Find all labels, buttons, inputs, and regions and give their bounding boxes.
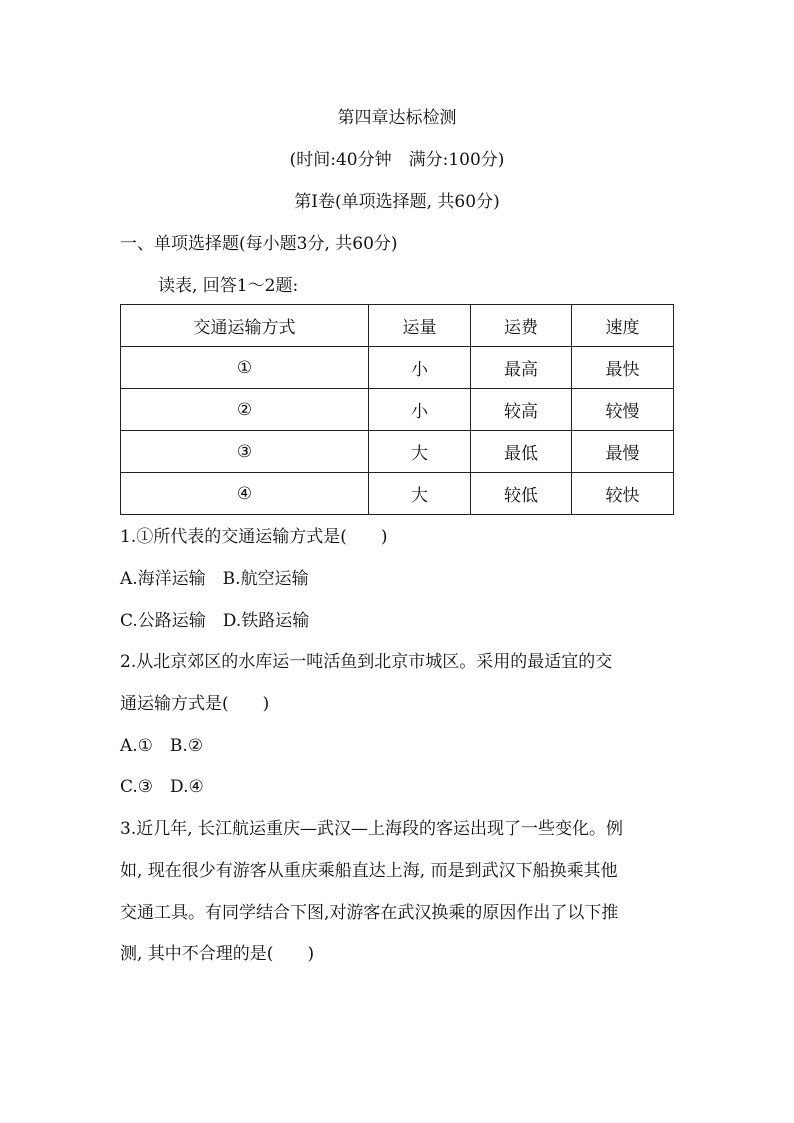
table-row xyxy=(121,473,674,515)
question-3-stem: 如, 现在很少有游客从重庆乘船直达上海, 而是到武汉下船换乘其他 xyxy=(120,861,618,881)
exam-info: (时间:40分钟 满分:100分) xyxy=(289,150,505,170)
question-3-stem: 3.近几年, 长江航运重庆—武汉—上海段的客运出现了一些变化。例 xyxy=(120,819,624,839)
table-cell: 较快 xyxy=(572,473,674,515)
question-1-options: A.海洋运输 B.航空运输 xyxy=(120,569,309,589)
question-2-stem: 通运输方式是( ) xyxy=(120,694,270,714)
question-3-stem: 交通工具。有同学结合下图,对游客在武汉换乘的原因作出了以下推 xyxy=(120,903,619,923)
table-cell: ① xyxy=(121,347,369,389)
table-cell: 较低 xyxy=(471,473,572,515)
header-cell: 运费 xyxy=(471,305,572,347)
table-cell: ④ xyxy=(121,473,369,515)
header-cell: 交通运输方式 xyxy=(121,305,369,347)
section-heading: 一、单项选择题(每小题3分, 共60分) xyxy=(120,234,398,254)
table-cell: 较慢 xyxy=(572,389,674,431)
table-cell: ② xyxy=(121,389,369,431)
table-cell: 最慢 xyxy=(572,431,674,473)
question-2-options: A.① B.② xyxy=(120,736,204,756)
table-cell: 小 xyxy=(369,347,471,389)
table-cell: 最快 xyxy=(572,347,674,389)
header-cell: 运量 xyxy=(369,305,471,347)
question-1-stem: 1.①所代表的交通运输方式是( ) xyxy=(120,527,388,547)
question-2-options: C.③ D.④ xyxy=(120,777,204,797)
table-cell: 最低 xyxy=(471,431,572,473)
question-1-options: C.公路运输 D.铁路运输 xyxy=(120,611,310,631)
table-row xyxy=(121,431,674,473)
table-cell: 大 xyxy=(369,473,471,515)
table-cell: 大 xyxy=(369,431,471,473)
question-3-stem: 测, 其中不合理的是( ) xyxy=(120,944,315,964)
volume-heading: 第Ⅰ卷(单项选择题, 共60分) xyxy=(294,192,500,212)
header-cell: 速度 xyxy=(572,305,674,347)
table-row xyxy=(121,389,674,431)
table-header-row xyxy=(121,305,674,347)
table-cell: 较高 xyxy=(471,389,572,431)
table-cell: 最高 xyxy=(471,347,572,389)
question-2-stem: 2.从北京郊区的水库运一吨活鱼到北京市城区。采用的最适宜的交 xyxy=(120,652,613,672)
page-title: 第四章达标检测 xyxy=(337,108,457,128)
table-cell: 小 xyxy=(369,389,471,431)
table-cell: ③ xyxy=(121,431,369,473)
transport-table xyxy=(120,304,674,515)
table-row xyxy=(121,347,674,389)
table-intro: 读表, 回答1～2题: xyxy=(158,276,299,296)
